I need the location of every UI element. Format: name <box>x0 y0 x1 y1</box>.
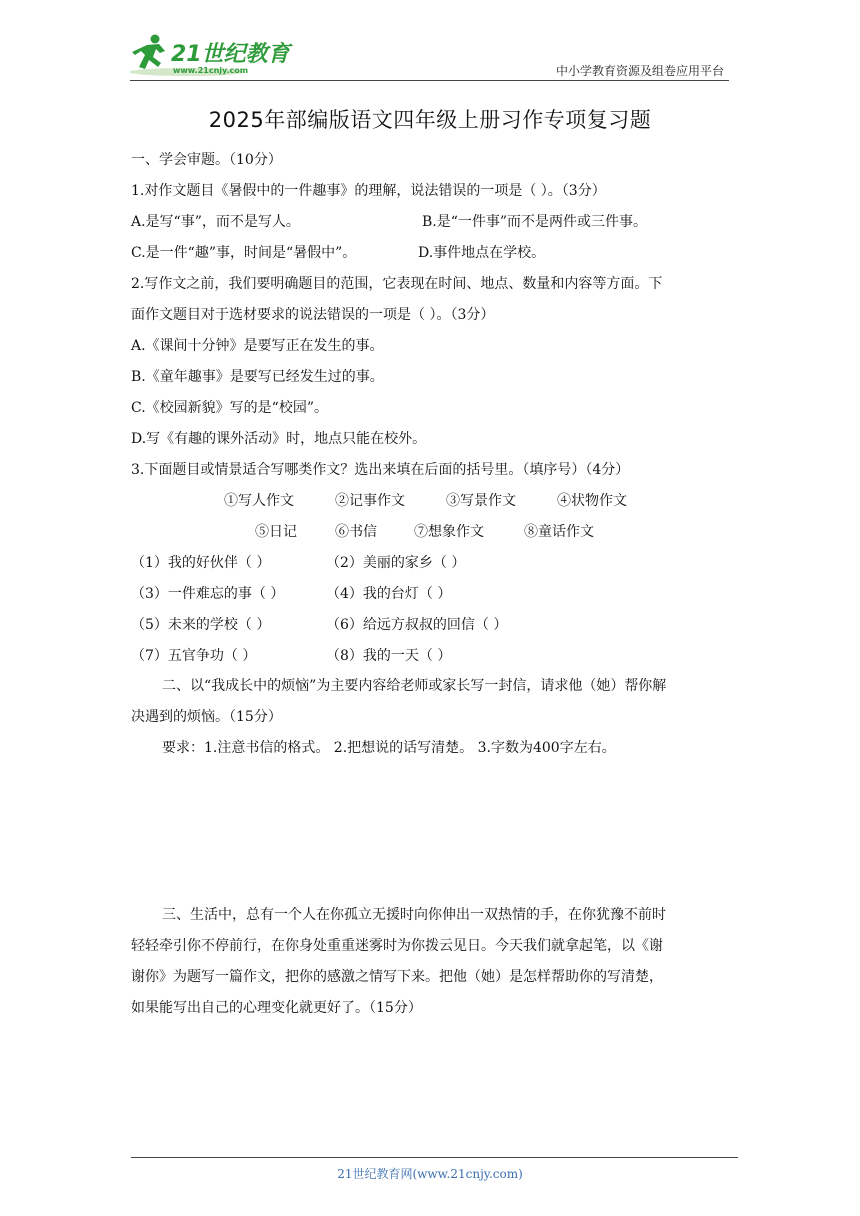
q2-option-b: B.《童年趣事》是要写已经发生过的事。 <box>131 369 384 385</box>
section3-line1: 三、生活中，总有一个人在你孤立无援时向你伸出一双热情的手，在你犹豫不前时 <box>162 907 666 923</box>
runner-icon <box>132 35 165 70</box>
section3-line3: 谢你》为题写一篇作文，把你的感激之情写下来。把他（她）是怎样帮助你的写清楚， <box>131 969 663 985</box>
section3-line2: 轻轻牵引你不停前行，在你身处重重迷雾时为你拨云见日。今天我们就拿起笔，以《谢 <box>131 938 663 954</box>
category-option: ⑤日记 <box>255 524 297 540</box>
section2-requirements: 要求：1.注意书信的格式。 2.把想说的话写清楚。 3.字数为400字左右。 <box>162 740 616 756</box>
section2-line2: 决遇到的烦恼。（15分） <box>131 709 282 725</box>
category-option: ③写景作文 <box>446 493 516 509</box>
q3-item: （7）五官争功（ ） <box>131 648 257 664</box>
q3-item: （5）未来的学校（ ） <box>131 617 271 633</box>
section3-line4: 如果能写出自己的心理变化就更好了。（15分） <box>131 1000 422 1016</box>
q3-item: （6）给远方叔叔的回信（ ） <box>326 617 508 633</box>
q3-stem: 3.下面题目或情景适合写哪类作文？选出来填在后面的括号里。（填序号）（4分） <box>131 462 630 478</box>
q2-option-d: D.写《有趣的课外活动》时，地点只能在校外。 <box>131 431 427 447</box>
category-option: ④状物作文 <box>557 493 627 509</box>
header-divider <box>130 80 729 81</box>
q3-item: （3）一件难忘的事（ ） <box>131 586 285 602</box>
section2-line1: 二、以“我成长中的烦恼”为主要内容给老师或家长写一封信，请求他（她）帮你解 <box>162 678 667 694</box>
category-option: ⑥书信 <box>335 524 377 540</box>
page-title: 2025年部编版语文四年级上册习作专项复习题 <box>208 108 652 132</box>
q1-option-c: C.是一件“趣”事，时间是“暑假中”。 <box>131 245 357 261</box>
q2-option-c: C.《校园新貌》写的是“校园”。 <box>131 400 328 416</box>
category-option: ①写人作文 <box>224 493 294 509</box>
q3-item: （4）我的台灯（ ） <box>326 586 452 602</box>
footer-link[interactable]: 21世纪教育网(www.21cnjy.com) <box>337 1167 523 1181</box>
q2-option-a: A.《课间十分钟》是要写正在发生的事。 <box>131 338 384 354</box>
header-platform-text: 中小学教育资源及组卷应用平台 <box>555 64 724 78</box>
q3-item: （2）美丽的家乡（ ） <box>326 555 466 571</box>
q1-stem: 1.对作文题目《暑假中的一件趣事》的理解，说法错误的一项是（ ）。（3分） <box>131 183 606 199</box>
footer-divider <box>131 1157 738 1158</box>
site-logo <box>125 33 295 79</box>
q3-item: （8）我的一天（ ） <box>326 648 452 664</box>
category-option: ⑦想象作文 <box>414 524 484 540</box>
logo-text: 21世纪教育 <box>171 42 290 67</box>
category-option: ②记事作文 <box>335 493 405 509</box>
category-option: ⑧童话作文 <box>524 524 594 540</box>
q1-option-a: A.是写“事”，而不是写人。 <box>131 214 300 230</box>
q1-option-b: B.是“一件事”而不是两件或三件事。 <box>422 214 648 230</box>
logo-url: www.21cnjy.com <box>173 66 249 75</box>
q2-stem-line1: 2.写作文之前，我们要明确题目的范围，它表现在时间、地点、数量和内容等方面。下 <box>131 276 663 292</box>
q1-option-d: D.事件地点在学校。 <box>418 245 546 261</box>
section1-heading: 一、学会审题。（10分） <box>131 152 282 168</box>
q3-item: （1）我的好伙伴（ ） <box>131 555 271 571</box>
q2-stem-line2: 面作文题目对于选材要求的说法错误的一项是（ ）。（3分） <box>131 307 495 323</box>
